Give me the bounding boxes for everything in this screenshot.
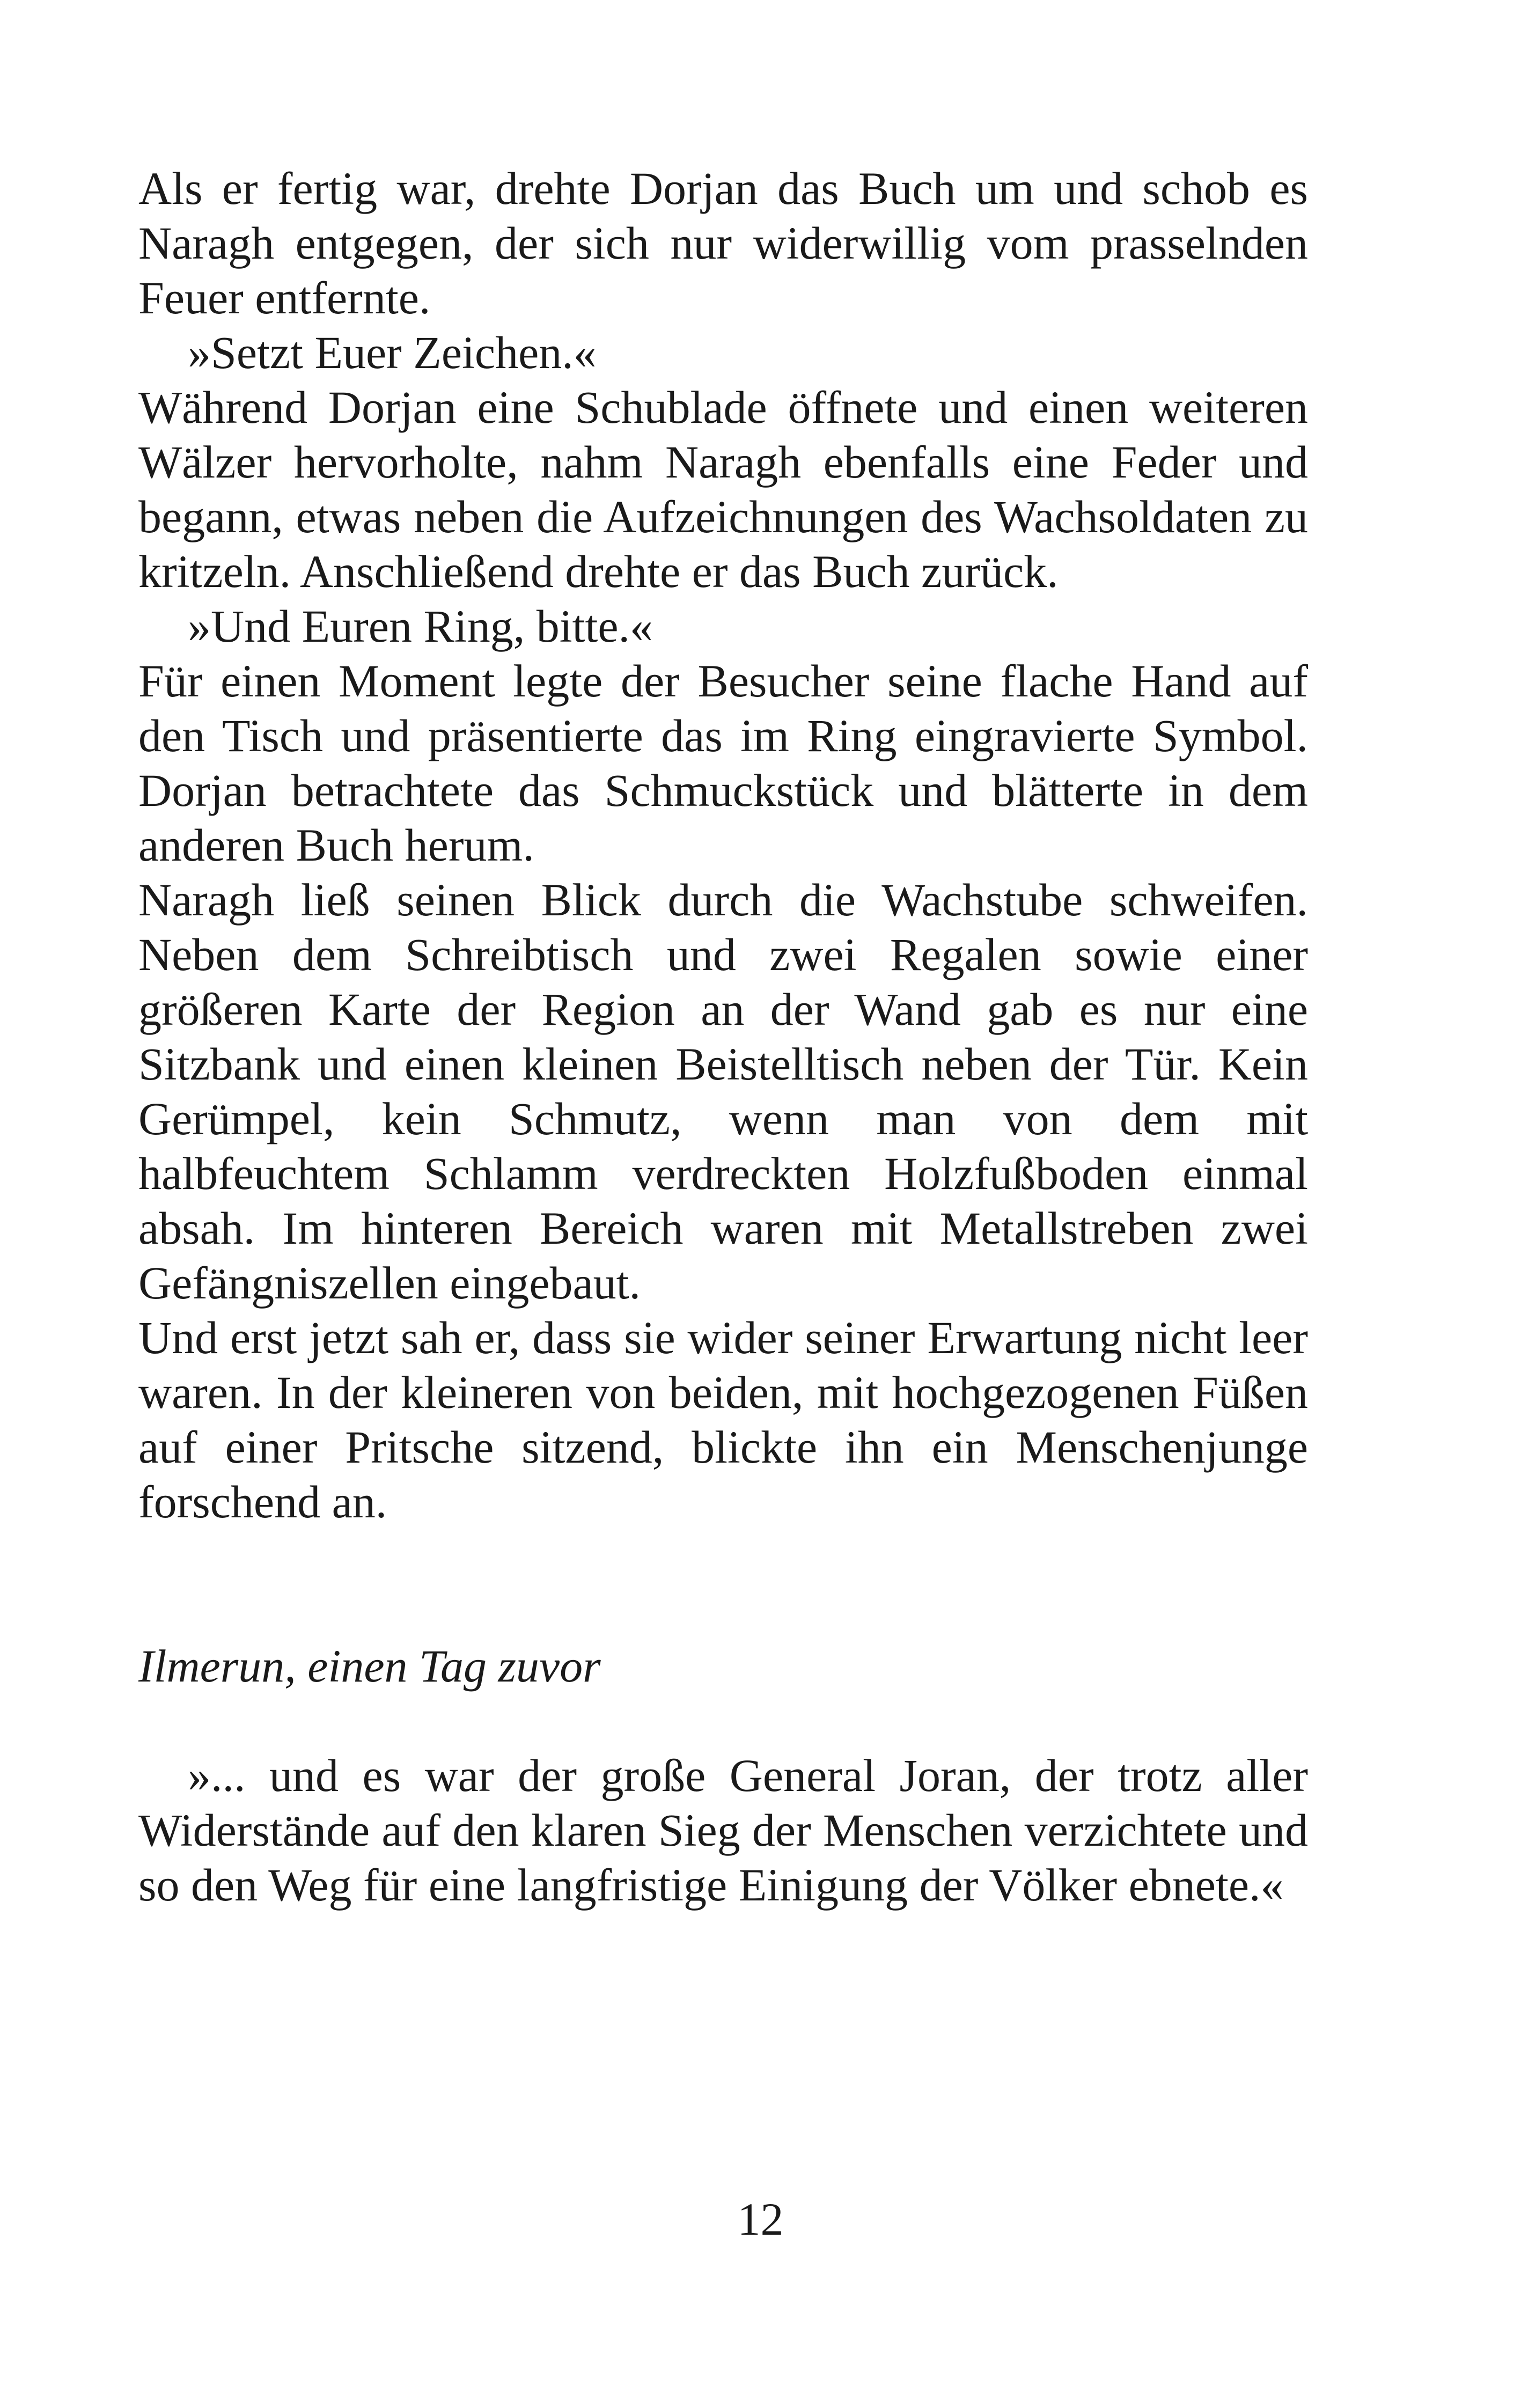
section-spacer: [138, 1529, 1308, 1639]
paragraph: Während Dorjan eine Schublade öffnete und einen weiteren Wälzer hervorholte, nahm Naragh ebenfalls eine Feder und begann, etwas neben die Aufzeichnungen des Wachsoldaten zu kritzeln. Anschließend drehte er das Buch zurück.: [138, 381, 1308, 597]
book-page-body: [138, 161, 1308, 1912]
paragraph: Naragh ließ seinen Blick durch die Wachstube schweifen. Neben dem Schreibtisch und zwei Regalen sowie einer größeren Karte der Region an der Wand gab es nur eine Sitzbank und einen kleinen Beistelltisch neben der Tür. Kein Gerümpel, kein Schmutz, wenn man von dem mit halbfeuchtem Schlamm verdreckten Holzfußboden einmal absah. Im hinteren Bereich waren mit Metallstreben zwei Gefängniszellen eingebaut.: [138, 874, 1308, 1309]
section-heading: Ilmerun, einen Tag zuvor: [138, 1640, 601, 1692]
section-paragraph: »... und es war der große General Joran, der trotz aller Widerstände auf den klaren Sieg der Menschen verzichtete und so den Weg für eine langfristige Einigung der Völker ebnete.«: [138, 1750, 1308, 1911]
paragraph: Und erst jetzt sah er, dass sie wider seiner Erwartung nicht leer waren. In der kleineren von beiden, mit hochgezogenen Füßen auf einer Pritsche sitzend, blickte ihn ein Menschenjunge forschend an.: [138, 1312, 1308, 1528]
dialogue-line: »Und Euren Ring, bitte.«: [188, 600, 653, 652]
page-number: 12: [737, 2193, 784, 2245]
paragraph: Als er fertig war, drehte Dorjan das Buch um und schob es Naragh entgegen, der sich nur widerwillig vom prasselnden Feuer entfernte.: [138, 163, 1308, 324]
dialogue-line: »Setzt Euer Zeichen.«: [188, 327, 597, 378]
paragraph: Für einen Moment legte der Besucher seine flache Hand auf den Tisch und präsentierte das im Ring eingravierte Symbol. Dorjan betrachtete das Schmuckstück und blätterte in dem anderen Buch herum.: [138, 655, 1308, 871]
section-spacer: [138, 1693, 1308, 1748]
